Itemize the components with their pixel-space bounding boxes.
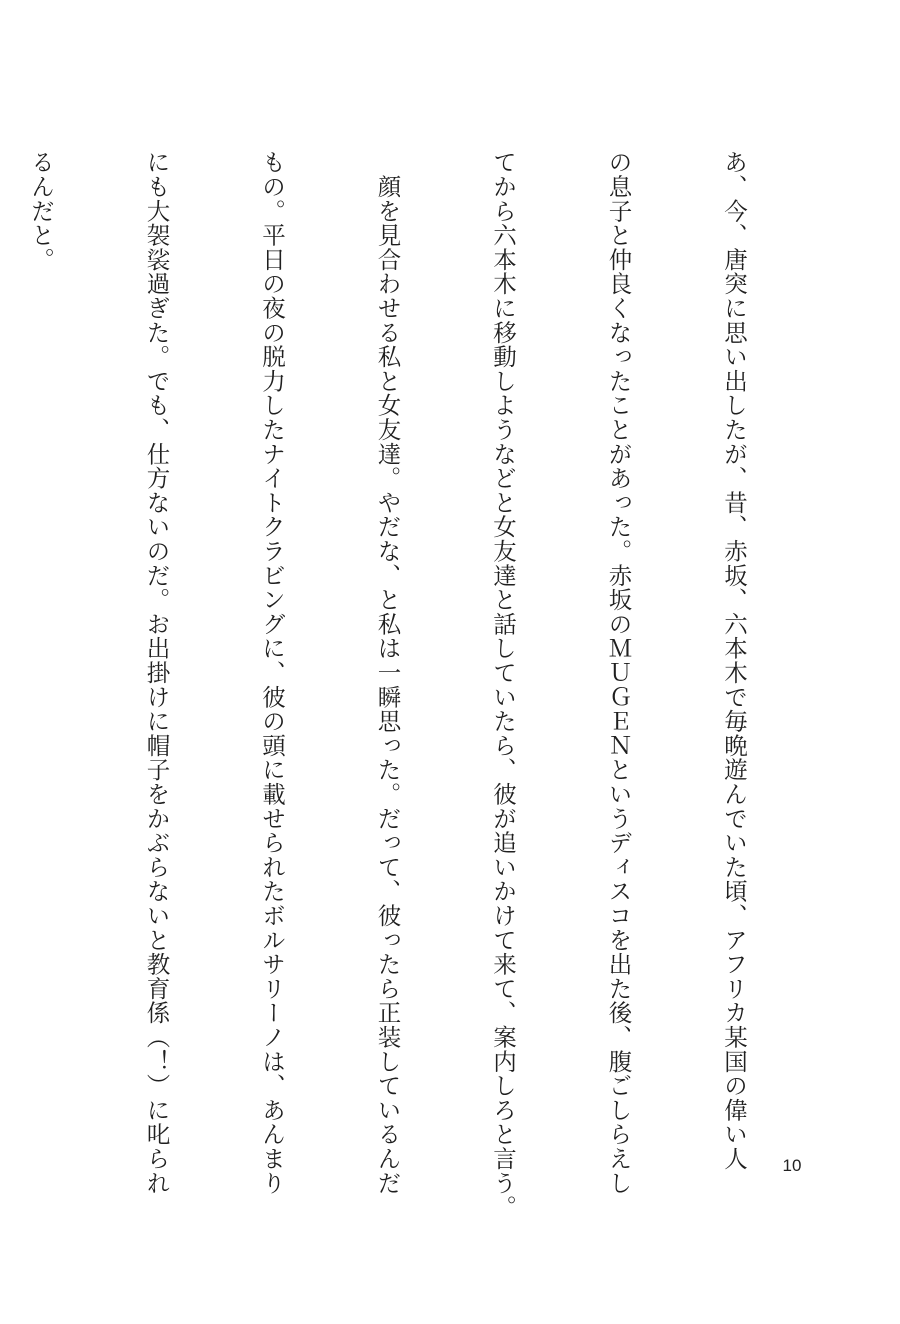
text-line: にも大袈裟過ぎた。でも、仕方ないのだ。お出掛けに帽子をかぶらないと教育係（！）に叱られ <box>142 150 171 1195</box>
text-line: 顔を見合わせる私と女友達。やだな、と私は一瞬思った。だって、彼ったら正装しているんだ <box>373 150 402 1195</box>
text-line: の息子と仲良くなったことがあった。赤坂のＭＵＧＥＮというディスコを出た後、腹ごしらえし <box>604 150 633 1195</box>
text-line: あ、今、唐突に思い出したが、昔、赤坂、六本木で毎晩遊んでいた頃、アフリカ某国の偉い人 <box>720 150 748 1171</box>
page-number: 10 <box>782 1156 802 1175</box>
text-line: てから六本木に移動しようなどと女友達と話していたら、彼が追いかけて来て、案内しろと言う。 <box>489 150 517 1220</box>
text-line: もの。平日の夜の脱力したナイトクラビングに、彼の頭に載せられたボルサリーノは、あんまり <box>258 150 286 1195</box>
text-line: るんだと。 <box>27 150 55 272</box>
